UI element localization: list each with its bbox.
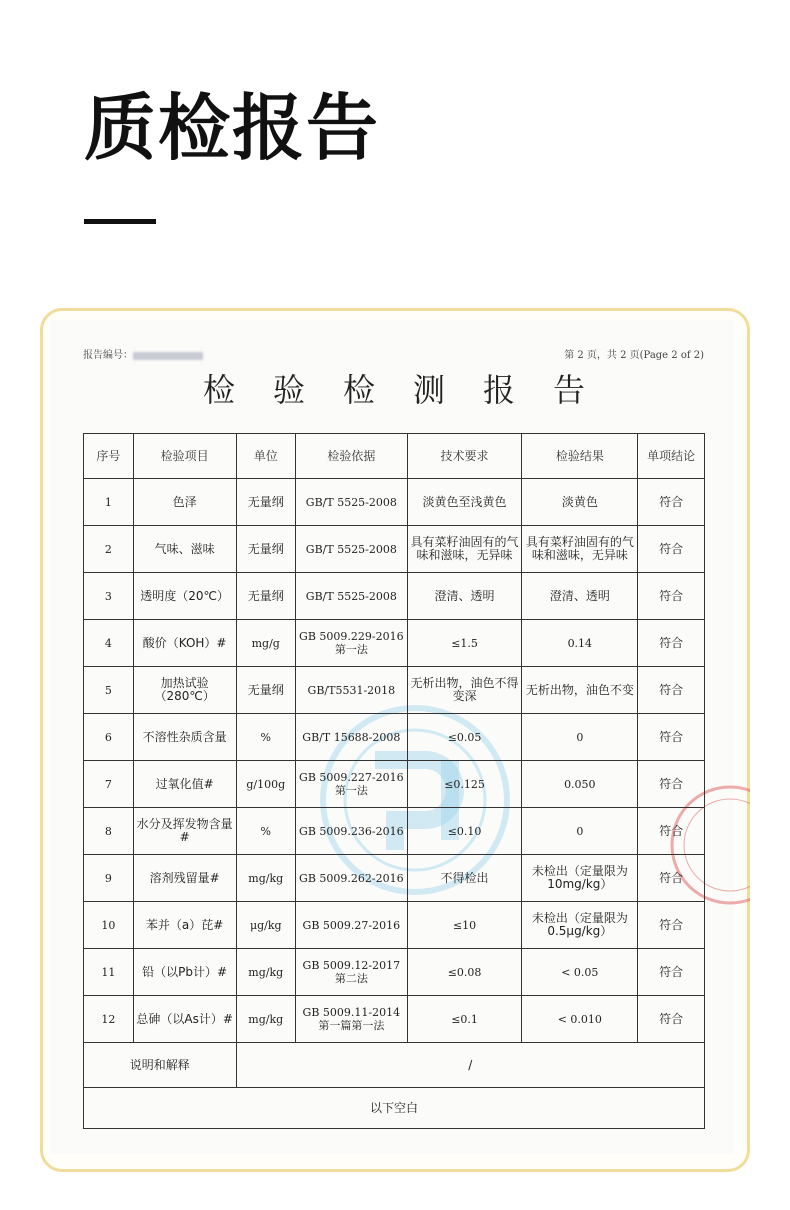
cell-result: < 0.010 (522, 996, 638, 1043)
header-no: 序号 (84, 434, 134, 479)
cell-no: 1 (84, 479, 134, 526)
cell-no: 7 (84, 761, 134, 808)
cell-basis: GB 5009.229-2016 第一法 (295, 620, 407, 667)
cell-item: 苯并（a）芘# (133, 902, 236, 949)
header-item: 检验项目 (133, 434, 236, 479)
cell-basis: GB 5009.27-2016 (295, 902, 407, 949)
header-result: 检验结果 (522, 434, 638, 479)
cell-item: 色泽 (133, 479, 236, 526)
cell-result: 未检出（定量限为10mg/kg） (522, 855, 638, 902)
table-row (84, 902, 705, 949)
header-basis: 检验依据 (295, 434, 407, 479)
cell-no: 11 (84, 949, 134, 996)
cell-conclusion: 符合 (638, 526, 705, 573)
cell-conclusion: 符合 (638, 667, 705, 714)
table-row (84, 996, 705, 1043)
cell-requirement: 不得检出 (407, 855, 522, 902)
cell-no: 3 (84, 573, 134, 620)
cell-requirement: ≤0.10 (407, 808, 522, 855)
cell-item: 气味、滋味 (133, 526, 236, 573)
cell-basis: GB/T 5525-2008 (295, 526, 407, 573)
cell-basis: GB 5009.11-2014 第一篇第一法 (295, 996, 407, 1043)
cell-requirement: 具有菜籽油固有的气味和滋味，无异味 (407, 526, 522, 573)
report-number (83, 346, 203, 361)
cell-result: 未检出（定量限为0.5μg/kg） (522, 902, 638, 949)
cell-requirement: ≤0.1 (407, 996, 522, 1043)
blank-label: 以下空白 (84, 1088, 705, 1129)
cell-basis: GB 5009.236-2016 (295, 808, 407, 855)
cell-requirement: ≤0.08 (407, 949, 522, 996)
cell-no: 6 (84, 714, 134, 761)
cell-conclusion: 符合 (638, 996, 705, 1043)
cell-conclusion: 符合 (638, 620, 705, 667)
cell-result: 0 (522, 808, 638, 855)
notes-value: / (236, 1043, 704, 1088)
table-header-row (84, 434, 705, 479)
cell-result: 澄清、透明 (522, 573, 638, 620)
cell-conclusion: 符合 (638, 949, 705, 996)
cell-unit: mg/g (236, 620, 295, 667)
table-row (84, 526, 705, 573)
cell-no: 12 (84, 996, 134, 1043)
page-info: 第 2 页，共 2 页(Page 2 of 2) (564, 350, 704, 361)
cell-requirement: ≤0.05 (407, 714, 522, 761)
cell-item: 溶剂残留量# (133, 855, 236, 902)
cell-conclusion: 符合 (638, 573, 705, 620)
table-row (84, 479, 705, 526)
cell-item: 水分及挥发物含量# (133, 808, 236, 855)
cell-no: 9 (84, 855, 134, 902)
cell-conclusion: 符合 (638, 855, 705, 902)
cell-unit: mg/kg (236, 949, 295, 996)
cell-requirement: ≤1.5 (407, 620, 522, 667)
cell-requirement: ≤0.125 (407, 761, 522, 808)
cell-conclusion: 符合 (638, 902, 705, 949)
notes-label: 说明和解释 (84, 1043, 237, 1088)
cell-basis: GB/T 15688-2008 (295, 714, 407, 761)
cell-unit: 无量纲 (236, 479, 295, 526)
report-number-label: 报告编号： (83, 350, 133, 361)
cell-result: 无析出物，油色不变 (522, 667, 638, 714)
cell-conclusion: 符合 (638, 808, 705, 855)
cell-no: 8 (84, 808, 134, 855)
cell-unit: μg/kg (236, 902, 295, 949)
cell-result: < 0.05 (522, 949, 638, 996)
page-heading: 质检报告 (84, 86, 381, 170)
cell-requirement: 无析出物，油色不得变深 (407, 667, 522, 714)
blank-row (84, 1088, 705, 1129)
cell-requirement: ≤10 (407, 902, 522, 949)
cell-basis: GB/T 5525-2008 (295, 479, 407, 526)
cell-conclusion: 符合 (638, 761, 705, 808)
cell-item: 加热试验（280℃） (133, 667, 236, 714)
table-row (84, 808, 705, 855)
table-row (84, 573, 705, 620)
table-row (84, 620, 705, 667)
cell-result: 0.14 (522, 620, 638, 667)
table-row (84, 761, 705, 808)
inspection-results-table (83, 433, 705, 1129)
cell-basis: GB 5009.227-2016 第一法 (295, 761, 407, 808)
cell-item: 酸价（KOH）# (133, 620, 236, 667)
cell-no: 5 (84, 667, 134, 714)
cell-unit: g/100g (236, 761, 295, 808)
table-row (84, 714, 705, 761)
cell-unit: 无量纲 (236, 573, 295, 620)
cell-item: 不溶性杂质含量 (133, 714, 236, 761)
cell-basis: GB 5009.12-2017 第二法 (295, 949, 407, 996)
cell-item: 透明度（20℃） (133, 573, 236, 620)
cell-requirement: 淡黄色至浅黄色 (407, 479, 522, 526)
cell-result: 0 (522, 714, 638, 761)
cell-unit: 无量纲 (236, 526, 295, 573)
report-title: 检验检测报告 (202, 371, 623, 409)
cell-unit: % (236, 808, 295, 855)
cell-unit: 无量纲 (236, 667, 295, 714)
cell-item: 过氧化值# (133, 761, 236, 808)
cell-unit: % (236, 714, 295, 761)
cell-basis: GB/T5531-2018 (295, 667, 407, 714)
table-row (84, 667, 705, 714)
cell-no: 4 (84, 620, 134, 667)
cell-item: 铅（以Pb计）# (133, 949, 236, 996)
cell-item: 总砷（以As计）# (133, 996, 236, 1043)
cell-no: 2 (84, 526, 134, 573)
header-conclusion: 单项结论 (638, 434, 705, 479)
cell-unit: mg/kg (236, 996, 295, 1043)
cell-result: 0.050 (522, 761, 638, 808)
heading-underline (84, 219, 156, 224)
cell-conclusion: 符合 (638, 714, 705, 761)
cell-conclusion: 符合 (638, 479, 705, 526)
header-unit: 单位 (236, 434, 295, 479)
cell-result: 淡黄色 (522, 479, 638, 526)
cell-basis: GB/T 5525-2008 (295, 573, 407, 620)
report-number-redacted (133, 352, 203, 360)
notes-row (84, 1043, 705, 1088)
table-row (84, 949, 705, 996)
table-row (84, 855, 705, 902)
cell-unit: mg/kg (236, 855, 295, 902)
cell-no: 10 (84, 902, 134, 949)
header-requirement: 技术要求 (407, 434, 522, 479)
cell-requirement: 澄清、透明 (407, 573, 522, 620)
cell-result: 具有菜籽油固有的气味和滋味，无异味 (522, 526, 638, 573)
cell-basis: GB 5009.262-2016 (295, 855, 407, 902)
